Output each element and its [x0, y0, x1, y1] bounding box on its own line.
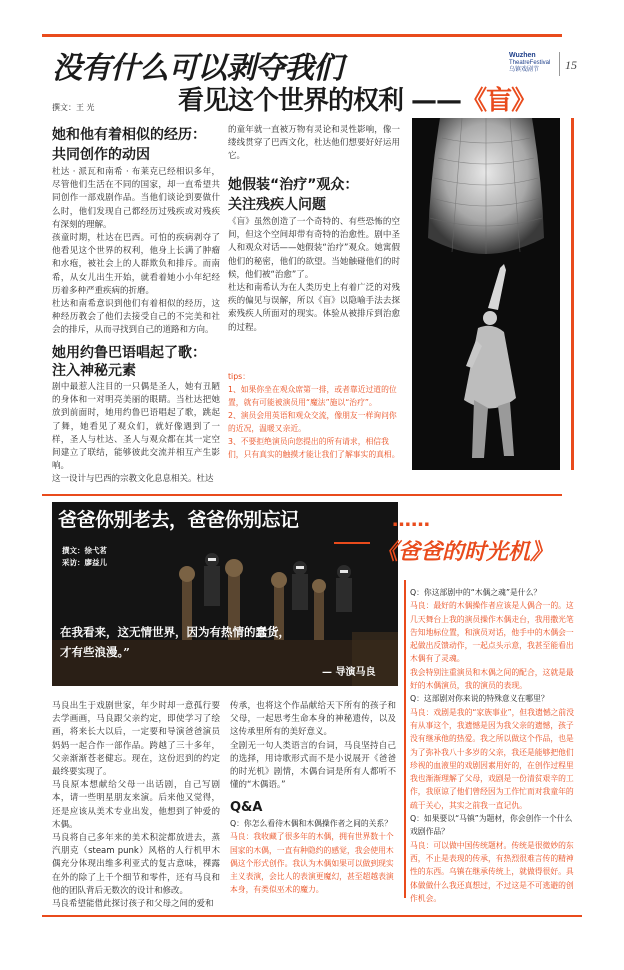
- sec1-paragraph: 杜达 · 派瓦和南希 · 布莱克已经相识多年，尽管他们生活在不同的国家，却一直希望共同创作一部戏剧作品。当他们谈论到要做什么时，他们发现自己都经历过残疾或对残疾有深刻的理解。 孩童时期，杜达在巴西。可怕的疾病剥夺了他看见这个世界的权利，他身上长满了肿瘤和水疱，被社会上的人群欺负和排斥。而南希，从女儿出生开始，就看着她小小年纪经历着多种严重疾病的折磨。 杜达和南希意识到他们有着相似的经历，这种经历教会了他们去接受自己的不完美和社会的排斥，从而寻找到自己的道路和方向。: [52, 167, 220, 336]
- article1-title-line2: [178, 86, 536, 116]
- qa-answer: 马良：我收藏了很多年的木偶，拥有世界数十个国家的木偶，一直有种隐约的感觉，我会使用木偶这个形式创作。我认为木偶如果可以做到现实主义表演，会比人的表演更魔幻，甚至超越表演本身，有类似巫术的魔力。: [230, 832, 394, 895]
- bottom-rule: [42, 915, 582, 917]
- qa-answer: 马良：戏剧是我的“家族事业”，但我遗憾之前没有从事这个，我遗憾是因为我父亲的遗憾，孩子没有继承他的热爱。我之所以做这个作品，也是为了弥补我八十多岁的父亲，我还是能够把他们珍视的血液里的戏剧因素用好的，在创作过程里我也渐渐理解了父母，戏剧是一份清贫艰辛的工作，我原谅了他们曾经因为工作忙而对我童年的疏于关心，其实之前我一直记仇。: [410, 707, 575, 810]
- article1-title-black: 看见这个世界的权利 ——: [178, 86, 462, 116]
- sec1-heading-line2: 共同创作的动因: [52, 147, 150, 163]
- article2-author: 撰文：徐弋茗: [62, 546, 107, 555]
- sec2-heading-line2: 注入神秘元素: [52, 363, 136, 379]
- qa-heading: Q&A: [230, 800, 263, 815]
- qa-sidebar-text: [410, 586, 580, 905]
- tips-item: 3、不要拒绝演员向您提出的所有请求，相信我们，只有真实的触摸才能让我们了解事实的真相。: [228, 437, 400, 459]
- top-rule: [42, 34, 562, 37]
- article1-byline: 撰文：王 光: [52, 103, 95, 112]
- page-number: 15: [565, 58, 577, 72]
- accent-vertical-bar: [571, 118, 574, 470]
- pull-quote-line1: 在我看来，这无情世界，因为有热情的蠢货，: [60, 625, 290, 639]
- qa-question: Q：这部剧对你来说的特殊意义在哪里？: [410, 694, 549, 704]
- sec2-heading-line1: 她用约鲁巴语唱起了歌：: [52, 345, 206, 361]
- article2-title-accent: [334, 542, 370, 544]
- section-divider: [42, 494, 562, 496]
- tips-box: [228, 370, 400, 461]
- article2-title-dots: ……: [392, 509, 430, 531]
- article2-title-sub: 《爸爸的时光机》: [376, 540, 553, 565]
- article2-col2-paragraph: 传承，也将这个作品献给天下所有的孩子和父母，一起思考生命本身的神秘遗传，以及这传承里所有的美好意义。 全剧无一句人类语言的台词，马良坚持自己的选择，用诗歌形式而不是小说展开《爸爸的时光机》剧情，木偶台词是所有人都听不懂的“木偶语。”: [230, 701, 396, 791]
- article2-byline: [62, 545, 107, 569]
- sec3-heading-line2: 关注残疾人问题: [228, 197, 326, 213]
- article2-col1-paragraph: 马良出生于戏剧世家，年少时却一意孤行要去学画画，马良跟父亲约定，即使学习了绘画，将来长大以后，一定要和导演爸爸演员妈妈一起合作一部作品。跨越了三十多年，父亲渐渐苍老健忘。现在，这份迟到的约定最终要实现了。 马良原本想献给父母一出话剧，自己写剧本，请一些明星朋友来演。后来他又觉得，还是应该从美术专业出发，他想到了钟爱的木偶。 马良将自己多年来的美术积淀都放进去，蒸汽朋克（steam punk）风格的人行机甲木偶充分体现出维多利亚式的复古意味，裸露在外的除了上千个细节和零件，还有马良和他的团队背后无数次的设计和修改。 马良希望能借此探讨孩子和父母之间的爱和: [52, 701, 220, 910]
- sec1-heading-line1: 她和他有着相似的经历：: [52, 127, 206, 143]
- festival-logo: [509, 52, 561, 74]
- pull-quote-line2: 才有些浪漫。”: [60, 645, 130, 659]
- qa-answer: 马良：可以做中国传统题材。传统是很微妙的东西，不止是表现的传承，有热烈很难言传的精神性的东西。乌镇在继承传统上，就做得很好。具体做做什么我还真想过，不过这是不可逃避的创作机会。: [410, 840, 574, 903]
- logo-divider: [559, 52, 560, 76]
- tips-item: 2、演员会用英语和观众交流，像朋友一样询问你的近况，温暖又亲近。: [228, 411, 397, 433]
- article1-title-line1: 没有什么可以剥夺我们: [52, 51, 342, 86]
- logo-text-cn: 乌镇戏剧节: [509, 66, 540, 73]
- logo-text-festival: TheatreFestival: [509, 60, 551, 66]
- article2-interviewer: 采访：廖益儿: [62, 558, 107, 567]
- qa-answer: 马良：最好的木偶操作者应该是人偶合一的。这几天舞台上我的演员操作木偶走台，我用撒光笔告知地标位置，和演员对话，他手中的木偶会一起做出反馈动作，一起点头示意，我甚至能看出木偶有了灵魂。: [410, 601, 574, 664]
- sec3-heading-line1: 她假装“治疗”观众：: [228, 177, 359, 193]
- blind-performance-photo: [412, 118, 560, 470]
- tips-label: tips：: [228, 372, 251, 381]
- article2-title-main: 爸爸你别老去，爸爸你别忘记: [58, 509, 299, 531]
- qa-answer: 我会特别注重演员和木偶之间的配合，这就是最好的木偶演员，我的演员的表现。: [410, 667, 574, 691]
- sec2-paragraph: 剧中最惹人注目的一只偶是圣人，她有丑陋的身体和一对明亮美丽的眼睛。当杜达把她放到前面时，她用约鲁巴语唱起了歌，跳起了舞，她看见了观众们，就好像遇到了一样，圣人与杜达、圣人与观众都在其一定空间建立了联结，能够彼此交流并相互产生影响。 这一设计与巴西的宗教文化息息相关。杜达: [52, 382, 220, 485]
- qa-col2: [230, 817, 396, 897]
- sec3-paragraph: 《盲》虽然创造了一个奇特的、有些恐怖的空间，但这个空间却带有奇特的治愈性。剧中圣人和观众对话——她假装“治疗”观众。她寓假他们的秘密，他们的欲望。当她触碰他们的时候，他们被“治愈”了。 杜达和南希认为在人类历史上有着广泛的对残疾的偏见与误解，所以《盲》以隐喻手法去探索残疾人所面对的现实。体验从被排斥到治愈的过程。: [228, 217, 400, 333]
- logo-text-wuzhen: Wuzhen: [509, 52, 536, 59]
- qa-question: Q：你怎么看待木偶和木偶操作者之间的关系？: [230, 819, 393, 828]
- qa-question: Q：你这部剧中的“木偶之魂”是什么？: [410, 588, 542, 597]
- pull-quote: [60, 622, 290, 662]
- pull-quote-attribution: — 导演马良: [322, 667, 376, 678]
- tips-item: 1、如果你坐在观众席第一排，或者靠近过道的位置，就有可能被演员用“魔法”施以“治疗”。: [228, 385, 397, 407]
- qa-question: Q：如果要以“马镇”为题材，你会创作一个什么戏剧作品？: [410, 814, 573, 837]
- col2-continuation: 的童年就一直被万物有灵论和灵性影响，像一缕线贯穿了巴西文化，杜达他们想要好好运用它。: [228, 125, 400, 162]
- article1-title-red: 《盲》: [461, 86, 537, 116]
